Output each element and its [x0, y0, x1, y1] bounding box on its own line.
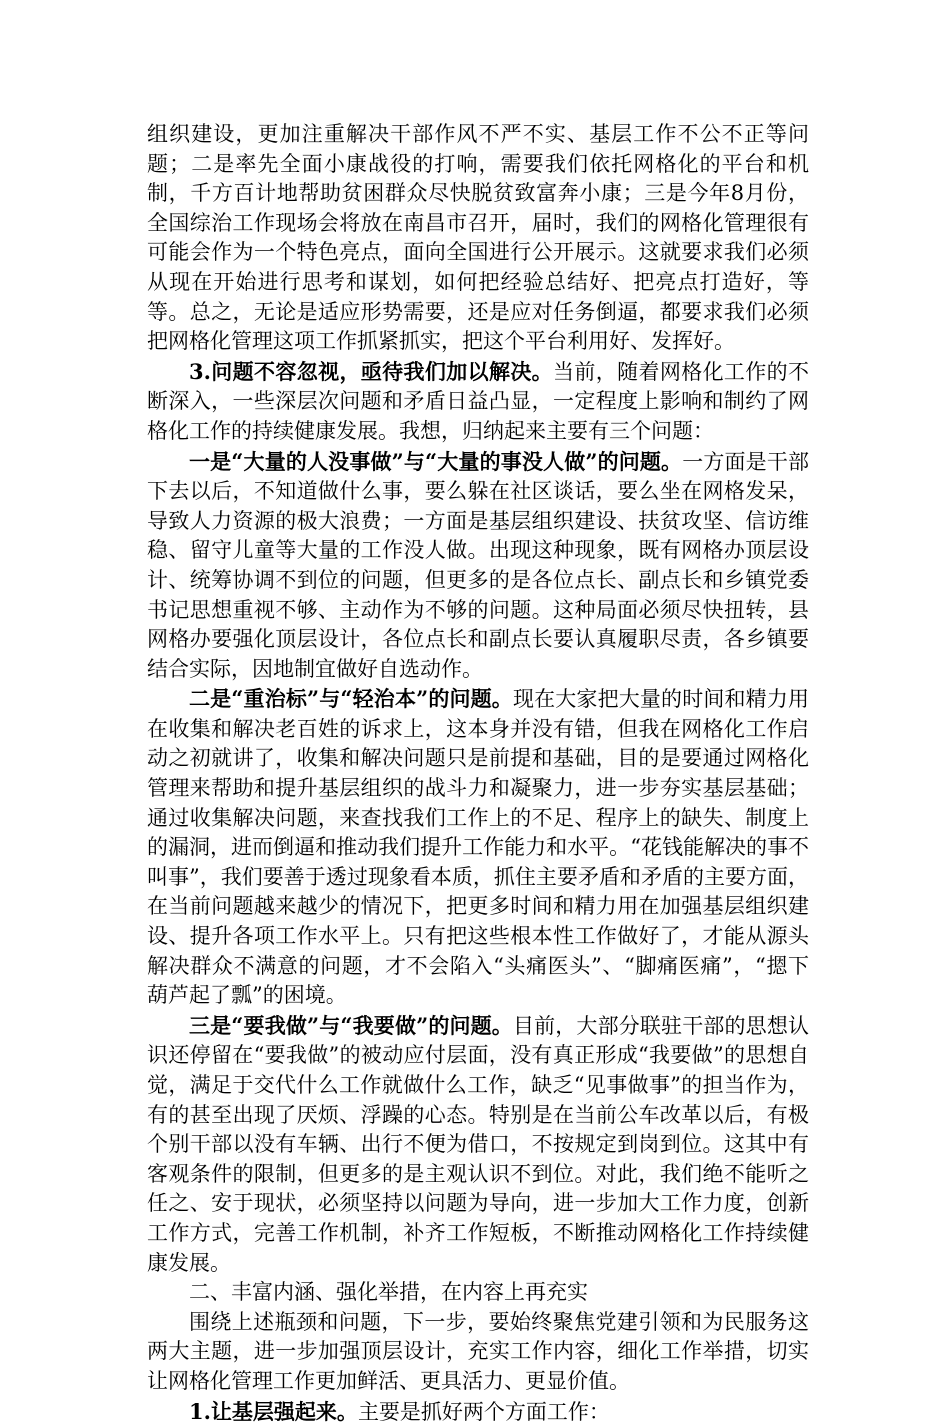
paragraph-lead: 一是“大量的人没事做”与“大量的事没人做”的问题。	[189, 448, 683, 474]
paragraph-subsection-one	[147, 1397, 809, 1427]
paragraph-text: 目前，大部分联驻干部的思想认识还停留在“要我做”的被动应付层面，没有真正形成“我要做”的思想自觉，满足于交代什么工作就做什么工作，缺乏“见事做事”的担当作为，有的甚至出现了厌烦、浮躁的心态。特别是在当前公车改革以后，有极个别干部以没有车辆、出行不便为借口，不按规定到岗到位。这其中有客观条件的限制，但更多的是主观认识不到位。对此，我们绝不能听之任之、安于现状，必须坚持以问题为导向，进一步加大工作力度，创新工作方式，完善工作机制，补齐工作短板，不断推动网格化工作持续健康发展。	[147, 1013, 809, 1275]
paragraph-text: 组织建设，更加注重解决干部作风不严不实、基层工作不公不正等问题；二是率先全面小康战役的打响，需要我们依托网格化的平台和机制，千方百计地帮助贫困群众尽快脱贫致富奔小康；三是今年8月份，全国综治工作现场会将放在南昌市召开，届时，我们的网格化管理很有可能会作为一个特色亮点，面向全国进行公开展示。这就要求我们必须从现在开始进行思考和谋划，如何把经验总结好、把亮点打造好，等等。总之，无论是适应形势需要，还是应对任务倒逼，都要求我们必须把网格化管理这项工作抓紧抓实，把这个平台利用好、发挥好。	[147, 122, 809, 354]
paragraph-lead: 二是“重治标”与“轻治本”的问题。	[189, 686, 513, 712]
paragraph-problem-two	[147, 684, 809, 1011]
document-page	[147, 120, 809, 1427]
paragraph-text: 当前，随着网格化工作的不断深入，一些深层次问题和矛盾日益凸显，一定程度上影响和制约了网格化工作的持续健康发展。我想，归纳起来主要有三个问题：	[147, 359, 810, 443]
paragraph-text: 围绕上述瓶颈和问题，下一步，要始终聚焦党建引领和为民服务这两大主题，进一步加强顶层设计，充实工作内容，细化工作举措，切实让网格化管理工作更加鲜活、更具活力、更显价值。	[147, 1309, 809, 1393]
paragraph-text: 主要是抓好两个方面工作：	[357, 1399, 610, 1424]
paragraph-problem-three	[147, 1011, 809, 1278]
paragraph-continuation	[147, 120, 809, 357]
paragraph-section-intro	[147, 1308, 809, 1397]
section-heading-text: 二、丰富内涵、强化举措，在内容上再充实	[189, 1280, 588, 1305]
paragraph-problem-section	[147, 357, 809, 447]
paragraph-text: 现在大家把大量的时间和精力用在收集和解决老百姓的诉求上，这本身并没有错，但我在网格化工作启动之初就讲了，收集和解决问题只是前提和基础，目的是要通过网格化管理来帮助和提升基层组织的战斗力和凝聚力，进一步夯实基层基础；通过收集解决问题，来查找我们工作上的不足、程序上的缺失、制度上的漏洞，进而倒逼和推动我们提升工作能力和水平。“花钱能解决的事不叫事”，我们要善于透过现象看本质，抓住主要矛盾和矛盾的主要方面，在当前问题越来越少的情况下，把更多时间和精力用在加强基层组织建设、提升各项工作水平上。只有把这些根本性工作做好了，才能从源头解决群众不满意的问题，才不会陷入“头痛医头”、“脚痛医痛”，“摁下葫芦起了瓢”的困境。	[147, 687, 809, 1008]
paragraph-text: 一方面是干部下去以后，不知道做什么事，要么躲在社区谈话，要么坐在网格发呆，导致人力资源的极大浪费；一方面是基层组织建设、扶贫攻坚、信访维稳、留守儿童等大量的工作没人做。出现这种现象，既有网格办顶层设计、统筹协调不到位的问题，但更多的是各位点长、副点长和乡镇党委书记思想重视不够、主动作为不够的问题。这种局面必须尽快扭转，县网格办要强化顶层设计，各位点长和副点长要认真履职尽责，各乡镇要结合实际，因地制宜做好自选动作。	[147, 449, 809, 681]
paragraph-problem-one	[147, 447, 809, 685]
paragraph-lead: 三是“要我做”与“我要做”的问题。	[189, 1012, 513, 1038]
paragraph-lead: 1.让基层强起来。	[189, 1398, 358, 1424]
paragraph-lead: 3.问题不容忽视，亟待我们加以解决。	[189, 358, 554, 384]
section-heading	[147, 1278, 809, 1308]
